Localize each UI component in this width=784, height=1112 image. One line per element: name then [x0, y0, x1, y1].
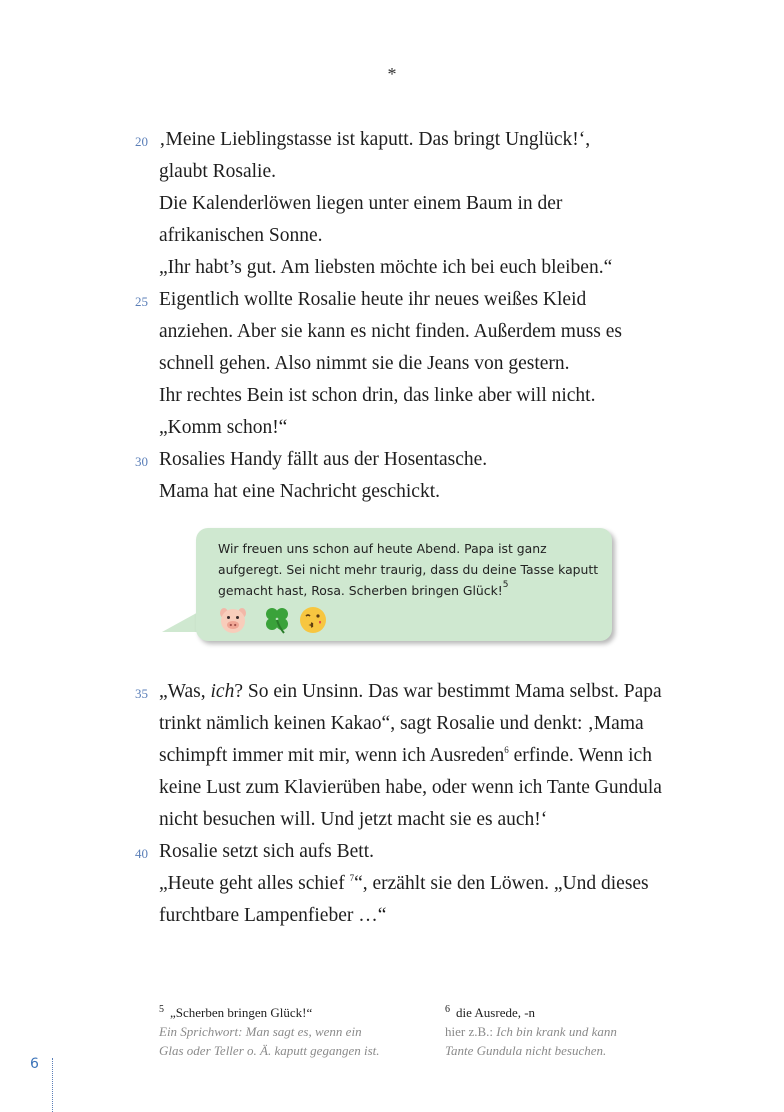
line-text: keine Lust zum Klavierüben habe, oder wenn ich Tante Gundula [159, 777, 662, 798]
line-text: glaubt Rosalie. [159, 161, 276, 182]
line-text: Ihr rechtes Bein ist schon drin, das linke aber will nicht. [159, 385, 596, 406]
text-run: „Was, [159, 681, 211, 702]
footnote-number: 5 [159, 1004, 164, 1015]
line-text [159, 676, 662, 708]
margin-rule [52, 1058, 53, 1112]
text-run: erfinde. Wenn ich [508, 745, 652, 766]
italic-word: ich [210, 681, 235, 702]
text-line [0, 220, 784, 252]
line-text: trinkt nämlich keinen Kakao“, sagt Rosalie und denkt: ‚Mama [159, 713, 644, 734]
line-text: Mama hat eine Nachricht geschickt. [159, 481, 441, 502]
message-text [218, 538, 603, 601]
line-number: 35 [135, 686, 148, 701]
text-line [0, 772, 784, 804]
page-number: 6 [30, 1056, 39, 1072]
line-text: nicht besuchen will. Und jetzt macht sie es auch!‘ [159, 809, 548, 830]
text-line [0, 124, 784, 156]
line-number: 20 [135, 134, 148, 149]
text-line [0, 188, 784, 220]
footnote-term-text: „Scherben bringen Glück!“ [170, 1005, 313, 1020]
text-line [0, 740, 784, 772]
text-line [0, 708, 784, 740]
line-number: 40 [135, 846, 148, 861]
footnote-body-text: Ich bin krank und kann [496, 1024, 617, 1039]
text-line [0, 444, 784, 476]
footnote-body-line: Ein Sprichwort: Man sagt es, wenn ein [159, 1024, 362, 1039]
footnote-term [159, 1000, 429, 1022]
text-line [0, 476, 784, 508]
line-text: „Komm schon!“ [159, 417, 288, 438]
line-text [159, 868, 649, 900]
line-number: 25 [135, 294, 148, 309]
text-run: schimpft immer mit mir, wenn ich Ausreden [159, 745, 505, 766]
footnote-body-line: Glas oder Teller o. Ä. kaputt gegangen ist. [159, 1043, 380, 1058]
footnote-5 [159, 1000, 429, 1060]
footnote-ref: 7 [349, 873, 355, 883]
text-line [0, 348, 784, 380]
footnote-number: 6 [445, 1004, 450, 1015]
line-text: anziehen. Aber sie kann es nicht finden. Außerdem muss es [159, 321, 623, 342]
text-line [0, 156, 784, 188]
section-ornament: * [387, 64, 397, 84]
line-text: Die Kalenderlöwen liegen unter einem Baum in der [159, 193, 563, 214]
line-text [159, 740, 652, 772]
footnote-6 [445, 1000, 745, 1060]
text-line [0, 900, 784, 932]
line-text: Rosalies Handy fällt aus der Hosentasche. [159, 449, 488, 470]
line-text: Eigentlich wollte Rosalie heute ihr neues weißes Kleid [159, 289, 587, 310]
footnote-term-text: die Ausrede, -n [456, 1005, 536, 1020]
paragraph-1 [0, 124, 784, 508]
text-line [0, 868, 784, 900]
text-run: ? So ein Unsinn. Das war bestimmt Mama selbst. Papa [234, 681, 662, 702]
text-line [0, 252, 784, 284]
text-run: “, erzählt sie den Löwen. „Und dieses [354, 873, 649, 894]
line-text: furchtbare Lampenfieber …“ [159, 905, 387, 926]
text-line [0, 412, 784, 444]
message-body: Wir freuen uns schon auf heute Abend. Papa ist ganz aufgeregt. Sei nicht mehr traurig, dass du deine Tasse kaputt gemacht hast, Rosa. Scherben bringen Glück! [218, 541, 599, 598]
paragraph-2 [0, 676, 784, 932]
text-line [0, 380, 784, 412]
line-number: 30 [135, 454, 148, 469]
four-leaf-clover-icon [262, 605, 292, 635]
line-text: ‚Meine Lieblingstasse ist kaputt. Das bringt Unglück!‘, [159, 129, 591, 150]
text-line [0, 836, 784, 868]
text-line [0, 804, 784, 836]
footnote-term [445, 1000, 745, 1022]
line-text: Rosalie setzt sich aufs Bett. [159, 841, 374, 862]
text-run: „Heute geht alles schief [159, 873, 350, 894]
text-line [0, 676, 784, 708]
footnote-ref: 6 [504, 745, 509, 755]
footnote-body-line [445, 1022, 745, 1041]
footnote-body-line: Tante Gundula nicht besuchen. [445, 1043, 607, 1058]
text-line [0, 316, 784, 348]
line-text: afrikanischen Sonne. [159, 225, 323, 246]
text-message-bubble [196, 528, 612, 641]
footnote-ref: 5 [502, 580, 509, 590]
line-text: schnell gehen. Also nimmt sie die Jeans von gestern. [159, 353, 570, 374]
line-text: „Ihr habt’s gut. Am liebsten möchte ich bei euch bleiben.“ [159, 257, 613, 278]
kissing-face-icon [298, 605, 328, 635]
pig-face-icon [218, 605, 248, 635]
footnote-prefix: hier z.B.: [445, 1024, 497, 1039]
text-line [0, 284, 784, 316]
